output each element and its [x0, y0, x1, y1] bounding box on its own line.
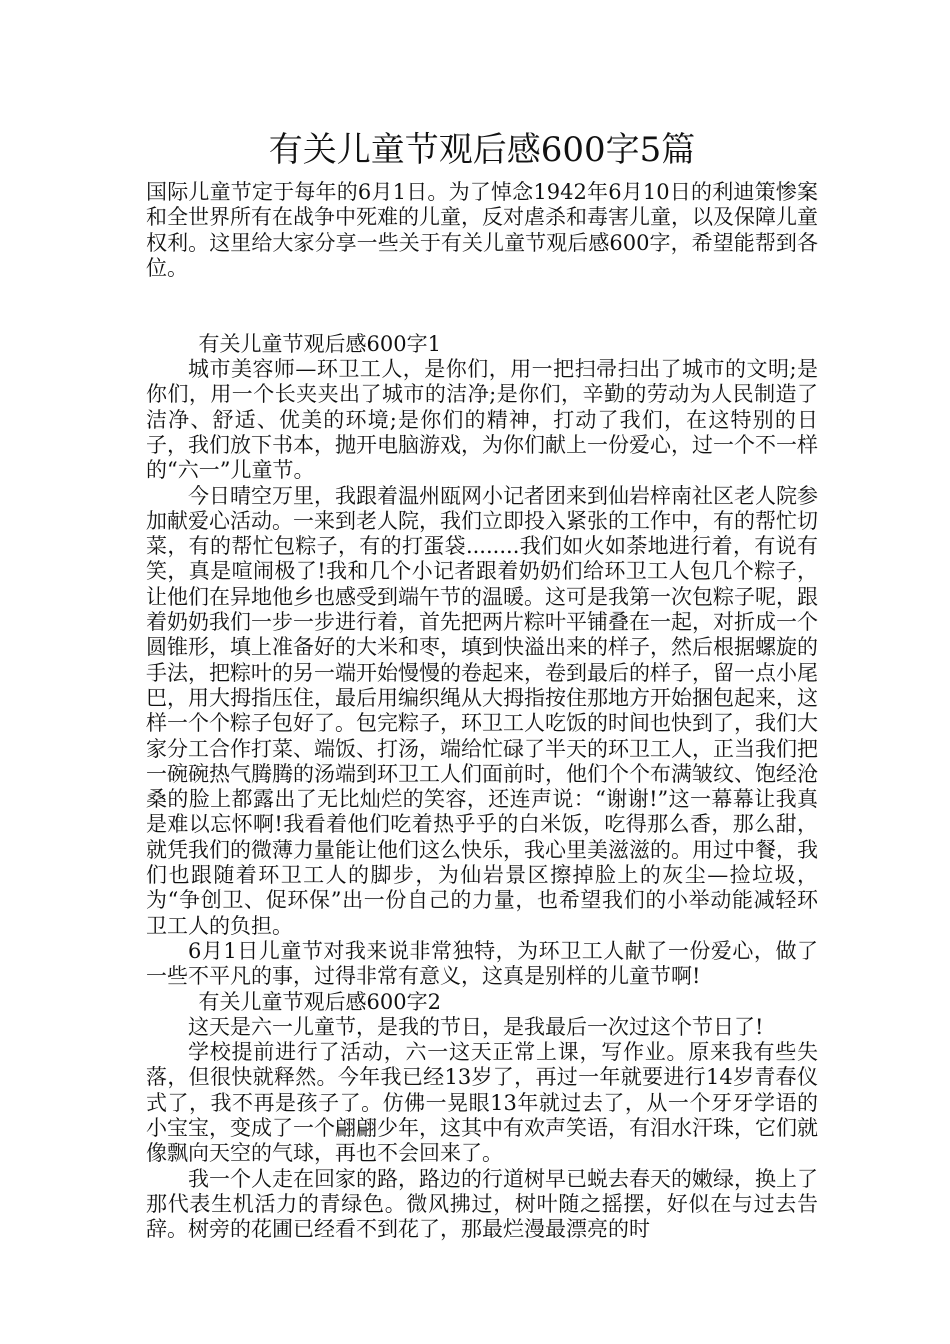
- body-paragraph: 今日晴空万里，我跟着温州瓯网小记者团来到仙岩梓南社区老人院参加献爱心活动。一来到老人院，我们立即投入紧张的工作中，有的帮忙切菜，有的帮忙包粽子，有的打蛋袋........我们如火如荼地进行着，有说有笑，真是喧闹极了!我和几个小记者跟着奶奶们给环卫工人包几个粽子，让他们在异地他乡也感受到端午节的温暖。这可是我第一次包粽子呢，跟着奶奶我们一步一步进行着，首先把两片粽叶平铺叠在一起，对折成一个圆锥形，填上准备好的大米和枣，填到快溢出来的样子，然后根据螺旋的手法，把粽叶的另一端开始慢慢的卷起来，卷到最后的样子，留一点小尾巴，用大拇指压住，最后用编织绳从大拇指按住那地方开始捆包起来，这样一个个粽子包好了。包完粽子，环卫工人吃饭的时间也快到了，我们大家分工合作打菜、端饭、打汤，端给忙碌了半天的环卫工人，正当我们把一碗碗热气腾腾的汤端到环卫工人们面前时，他们个个布满皱纹、饱经沧桑的脸上都露出了无比灿烂的笑容，还连声说：“谢谢!”这一幕幕让我真是难以忘怀啊!我看着他们吃着热乎乎的白米饭，吃得那么香，那么甜，就凭我们的微薄力量能让他们这么快乐，我心里美滋滋的。用过中餐，我们也跟随着环卫工人的脚步，为仙岩景区擦掉脸上的灰尘—捡垃圾，为“争创卫、促环保”出一份自己的力量，也希望我们的小举动能减轻环卫工人的负担。: [146, 483, 818, 938]
- blank-line: [146, 281, 818, 306]
- section-heading-2: 有关儿童节观后感600字2: [198, 989, 441, 1014]
- document-page: [146, 128, 818, 1242]
- intro-paragraph: 国际儿童节定于每年的6月1日。为了悼念1942年6月10日的利迪策惨案和全世界所有在战争中死难的儿童，反对虐杀和毒害儿童，以及保障儿童权利。这里给大家分享一些关于有关儿童节观后感600字，希望能帮到各位。: [146, 180, 818, 280]
- body-paragraph: 城市美容师—环卫工人，是你们，用一把扫帚扫出了城市的文明;是你们，用一个长夹夹出了城市的洁净;是你们，辛勤的劳动为人民制造了洁净、舒适、优美的环境;是你们的精神，打动了我们，在这特别的日子，我们放下书本，抛开电脑游戏，为你们献上一份爱心，过一个不一样的“六一”儿童节。: [146, 357, 818, 483]
- blank-line: [146, 306, 818, 331]
- body-paragraph: 学校提前进行了活动，六一这天正常上课，写作业。原来我有些失落，但很快就释然。今年我已经13岁了，再过一年就要进行14岁青春仪式了，我不再是孩子了。仿佛一晃眼13年就过去了，从一个牙牙学语的小宝宝，变成了一个翩翩少年，这其中有欢声笑语，有泪水汗珠，它们就像飘向天空的气球，再也不会回来了。: [146, 1040, 818, 1166]
- section-heading-1: 有关儿童节观后感600字1: [198, 331, 441, 356]
- document-title: 有关儿童节观后感600字5篇: [268, 130, 696, 170]
- body-paragraph: 这天是六一儿童节，是我的节日，是我最后一次过这个节日了!: [188, 1014, 764, 1039]
- body-paragraph: 我一个人走在回家的路，路边的行道树早已蜕去春天的嫩绿，换上了那代表生机活力的青绿色。微风拂过，树叶随之摇摆，好似在与过去告辞。树旁的花圃已经看不到花了，那最烂漫最漂亮的时: [146, 1166, 818, 1242]
- body-paragraph: 6月1日儿童节对我来说非常独特，为环卫工人献了一份爱心，做了一些不平凡的事，过得非常有意义，这真是别样的儿童节啊!: [146, 938, 818, 989]
